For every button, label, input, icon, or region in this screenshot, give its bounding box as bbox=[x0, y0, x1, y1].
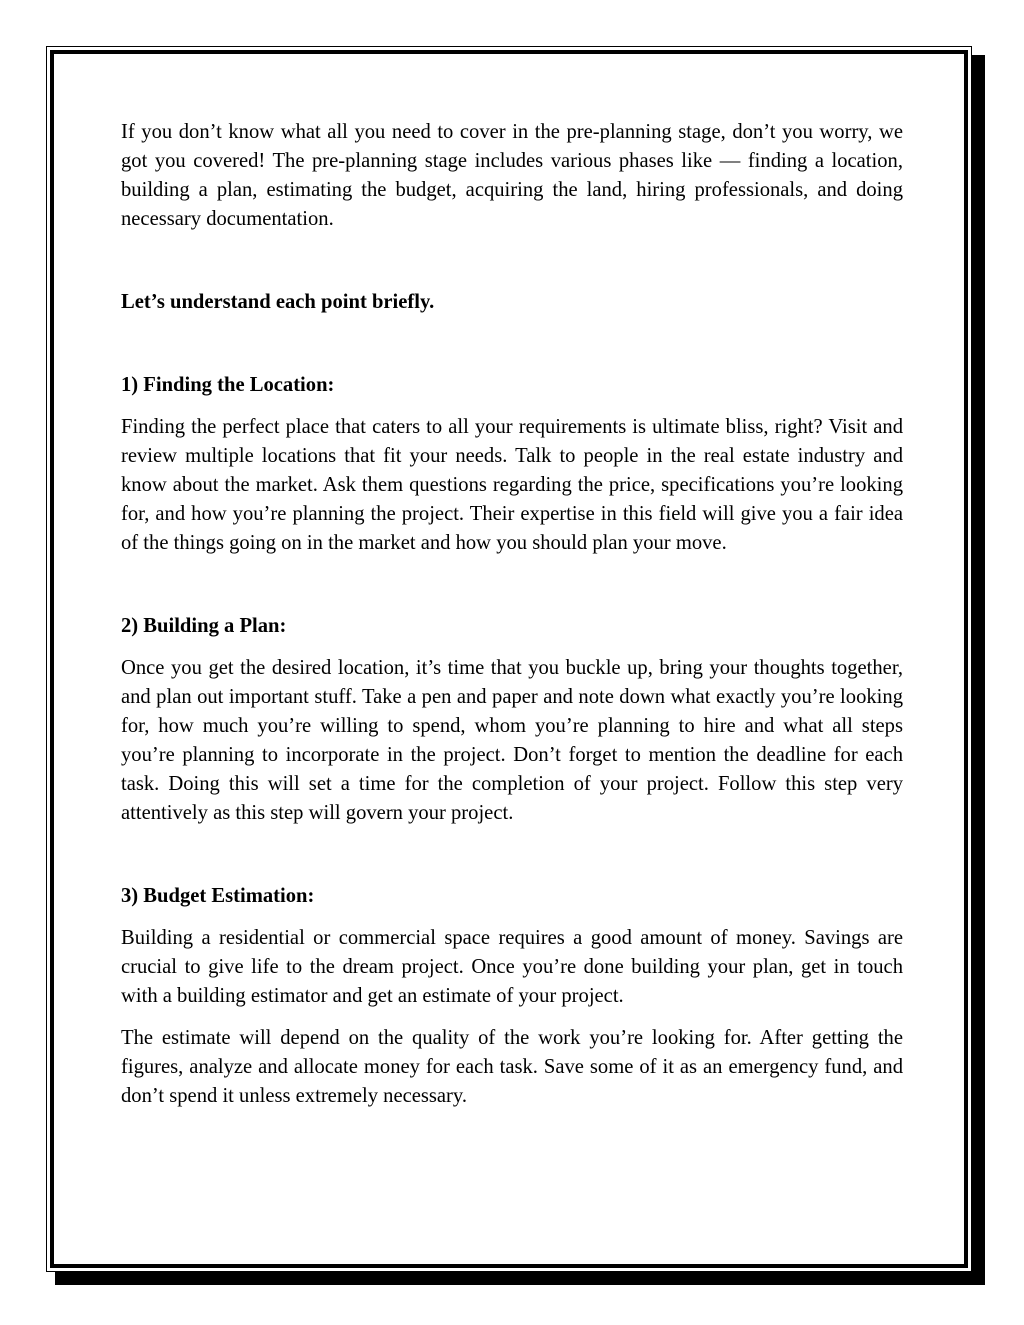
document-body bbox=[121, 118, 903, 1111]
section-heading-building-plan: 2) Building a Plan: bbox=[121, 615, 287, 637]
intro-paragraph: If you don’t know what all you need to cover in the pre-planning stage, don’t you worry, we got you covered! The pre-planning stage includes various phases like — finding a location, building a plan, estimating the budget, acquiring the land, hiring professionals, and doing necessary documentation. bbox=[121, 121, 903, 230]
section-paragraph-building-plan: Once you get the desired location, it’s time that you buckle up, bring your thoughts together, and plan out important stuff. Take a pen and paper and note down what exactly you’re looking for, how much you’re willing to spend, whom you’re planning to hire and what all steps you’re planning to incorporate in the project. Don’t forget to mention the deadline for each task. Doing this will set a time for the completion of your project. Follow this step very attentively as this step will govern your project. bbox=[121, 657, 903, 824]
section-heading-finding-location: 1) Finding the Location: bbox=[121, 374, 335, 396]
section-paragraph-finding-location: Finding the perfect place that caters to all your requirements is ultimate bliss, right? Visit and review multiple locations that fit your needs. Talk to people in the real estate industry and know about the market. Ask them questions regarding the price, specifications you’re looking for, and how you’re planning the project. Their expertise in this field will give you a fair idea of the things going on in the market and how you should plan your move. bbox=[121, 416, 903, 554]
lead-statement: Let’s understand each point briefly. bbox=[121, 291, 435, 313]
section-paragraph-budget-estimation-1: Building a residential or commercial space requires a good amount of money. Savings are crucial to give life to the dream project. Once you’re done building your plan, get in touch with a building estimator and get an estimate of your project. bbox=[121, 927, 903, 1007]
section-paragraph-budget-estimation-2: The estimate will depend on the quality of the work you’re looking for. After getting the figures, analyze and allocate money for each task. Save some of it as an emergency fund, and don’t spend it unless extremely necessary. bbox=[121, 1027, 903, 1107]
section-heading-budget-estimation: 3) Budget Estimation: bbox=[121, 885, 315, 907]
